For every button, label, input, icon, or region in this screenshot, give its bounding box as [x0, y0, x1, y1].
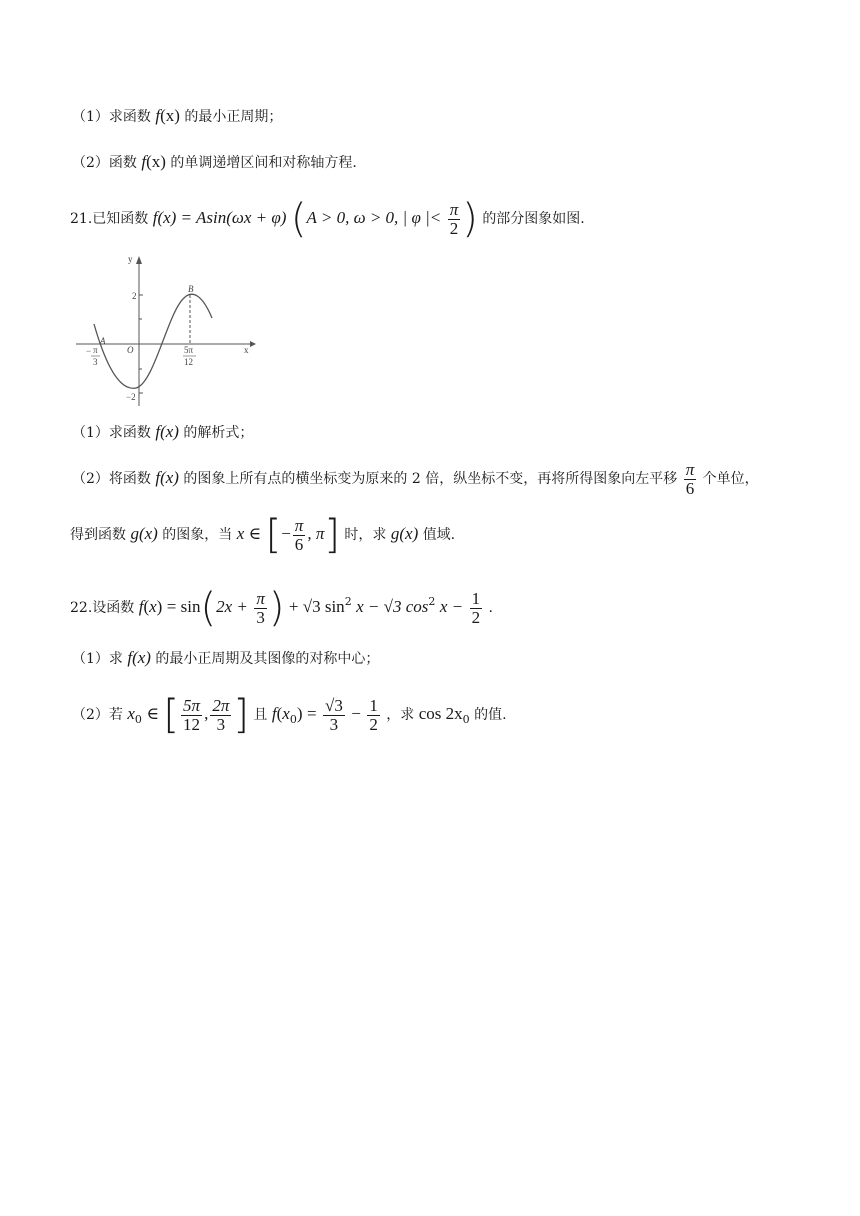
q22-half-fraction-2 [367, 697, 380, 734]
q22-sq-2: 2 [428, 595, 436, 608]
q21-cond-fraction [448, 201, 461, 238]
q22-a-den: 12 [183, 714, 201, 734]
q22-pi-num: π [256, 588, 265, 608]
q21-part2-line1 [72, 456, 759, 500]
q22-stem: 22.设函数 f(x) = sin(2x + $\frac{\pi}{3}$ ) + √3 $\sin^2 x - √3$ $\cos^2 x$ − $\frac{1}{2}$ . [70, 585, 493, 631]
q20-part1-suffix: 的最小正周期； [184, 109, 283, 125]
q22-part1 [72, 648, 379, 669]
q22-x0-arg: x [282, 704, 290, 723]
pos-x-den: 12 [184, 357, 193, 367]
x-axis-arrow-icon [250, 341, 256, 347]
q22-eq: = [306, 704, 317, 723]
q21-stem [70, 196, 585, 240]
left-bracket: [ [265, 512, 282, 558]
q22-sq-1: 2 [344, 595, 352, 608]
q22-b-fraction [210, 697, 231, 734]
q21-part2-func: f(x) [155, 468, 179, 487]
q22-inner: 2x + [216, 597, 248, 616]
q22-stem-end: . [488, 600, 493, 616]
q20-part1-arg: (x) [160, 106, 180, 125]
q22-f: f [138, 597, 144, 616]
q22-a-fraction [181, 697, 202, 734]
q21-int-neg: − [281, 524, 291, 543]
q21-int-num: π [294, 515, 304, 535]
q22-in: ∈ [146, 704, 159, 723]
right-bracket: ] [324, 512, 340, 558]
q22-part1-suffix: 的最小正周期及其图像的对称中心； [155, 651, 380, 667]
q22-part2: （2）若 $x_0$ ∈ [ $\frac{5\pi}{12}$ , $\frac{2\pi}{3}$ ] 且 $f(x_0)$ = $\frac{√3}{3}$ − $\frac{1}{2}$ ，求 $\cos 2x_0$ 的值. [72, 692, 507, 738]
sine-curve [94, 294, 212, 388]
q22-term2: + √3 sin [288, 597, 345, 616]
q22-b-den: 3 [216, 714, 226, 734]
right-paren-2: ) [268, 585, 285, 631]
q22-h-num: 1 [369, 695, 378, 715]
q22-half-den: 2 [471, 607, 481, 627]
q22-half-num: 1 [471, 588, 481, 608]
q21-g-func-2: g(x) [390, 524, 419, 543]
q22-a-num: 5π [183, 695, 201, 715]
q22-term3: x − [439, 597, 464, 616]
left-bracket-2: [ [163, 692, 180, 738]
q22-part2-prefix: （2）若 [72, 707, 123, 723]
x-axis-label: x [244, 345, 249, 355]
q22-half-fraction [470, 590, 483, 627]
q22-x: x [149, 597, 157, 616]
y-axis-label: y [128, 254, 133, 264]
q21-stem-suffix: 的部分图象如图. [482, 211, 585, 227]
q21-part2-line2 [70, 512, 455, 556]
q20-part1-prefix: （1）求函数 [72, 109, 151, 125]
q22-eq-sin: = sin [166, 597, 201, 616]
right-paren: ) [462, 196, 478, 242]
q21-part2-prefix: （2）将函数 [72, 471, 151, 487]
q22-end: 的值. [474, 707, 507, 723]
y-top-label: 2 [132, 291, 137, 301]
q22-x0-sub: 0 [134, 713, 142, 726]
q22-r-num: √3 [324, 695, 343, 715]
y-axis-arrow-icon [136, 256, 142, 264]
q21-int-end: , π [307, 524, 325, 543]
q21-shift-num: π [685, 459, 695, 479]
q21-line2-end: 值域. [422, 527, 456, 543]
q21-line2-mid: 的图象，当 [162, 527, 233, 543]
q22-pi-den: 3 [256, 607, 265, 627]
q20-part2-suffix: 的单调递增区间和对称轴方程. [170, 155, 357, 171]
neg-x-sign: − [86, 346, 92, 356]
q21-cond-den: 2 [449, 218, 459, 238]
q21-stem-formula: f(x) = Asin(ωx + φ) [152, 208, 287, 227]
q22-r-den: 3 [329, 714, 339, 734]
q21-interval-fraction [293, 517, 306, 554]
q22-x0-arg-sub: 0 [289, 713, 297, 726]
q22-minus: − [351, 704, 361, 723]
q21-part2-mid: 的图象上所有点的横坐标变为原来的 2 倍，纵坐标不变，再将所得图象向左平移 [183, 471, 678, 487]
q22-b-num: 2π [212, 695, 230, 715]
origin-label: O [127, 345, 134, 355]
q21-stem-prefix: 21.已知函数 [70, 211, 149, 227]
q20-part2-func: f [141, 152, 147, 171]
q21-cond-num: π [449, 199, 459, 219]
q22-h-den: 2 [369, 714, 378, 734]
q20-part2-prefix: （2）函数 [72, 155, 137, 171]
q21-part1-suffix: 的解析式； [183, 425, 254, 441]
q22-part1-func: f(x) [127, 648, 151, 667]
q20-part2-arg: (x) [146, 152, 166, 171]
q22-pi-fraction [254, 590, 267, 627]
q21-line2-prefix: 得到函数 [70, 527, 126, 543]
q22-part2-f: f [271, 704, 277, 723]
q20-part1 [72, 106, 282, 127]
q21-line2-tail: 时，求 [344, 527, 387, 543]
left-paren-2: ( [200, 585, 217, 631]
q22-cos-sub: 0 [462, 713, 470, 726]
q22-tail: ，求 [386, 707, 415, 723]
left-paren: ( [290, 196, 307, 242]
neg-x-den: 3 [93, 357, 98, 367]
q21-sine-graph [72, 252, 257, 410]
q21-part1 [72, 422, 253, 443]
point-b-label: B [188, 284, 194, 294]
q22-and: 且 [253, 707, 268, 723]
q22-x0: x [127, 704, 135, 723]
q20-part1-func: f [155, 106, 161, 125]
q22-root-fraction [323, 697, 345, 734]
y-bottom-label: −2 [126, 392, 136, 402]
q22-cos: cos 2x [418, 704, 463, 723]
q22-stem-prefix: 22.设函数 [70, 600, 135, 616]
q21-part2-end: 个单位， [702, 471, 759, 487]
pos-x-num: 5π [184, 345, 194, 355]
right-bracket-2: ] [233, 692, 249, 738]
q20-part2 [72, 152, 357, 173]
q22-term2b: x − √3 cos [356, 597, 429, 616]
q21-g-func: g(x) [130, 524, 158, 543]
q22-part1-prefix: （1）求 [72, 651, 123, 667]
q21-part1-func: f(x) [155, 422, 179, 441]
q21-condition: A > 0, ω > 0, | φ |< [306, 208, 442, 227]
q21-part1-prefix: （1）求函数 [72, 425, 151, 441]
q21-int-den: 6 [294, 534, 304, 554]
q21-shift-den: 6 [685, 478, 695, 498]
q21-shift-fraction [684, 461, 697, 498]
point-a-label: A [100, 336, 106, 346]
q21-x-in: x ∈ [236, 524, 262, 543]
neg-x-num: π [93, 345, 98, 355]
